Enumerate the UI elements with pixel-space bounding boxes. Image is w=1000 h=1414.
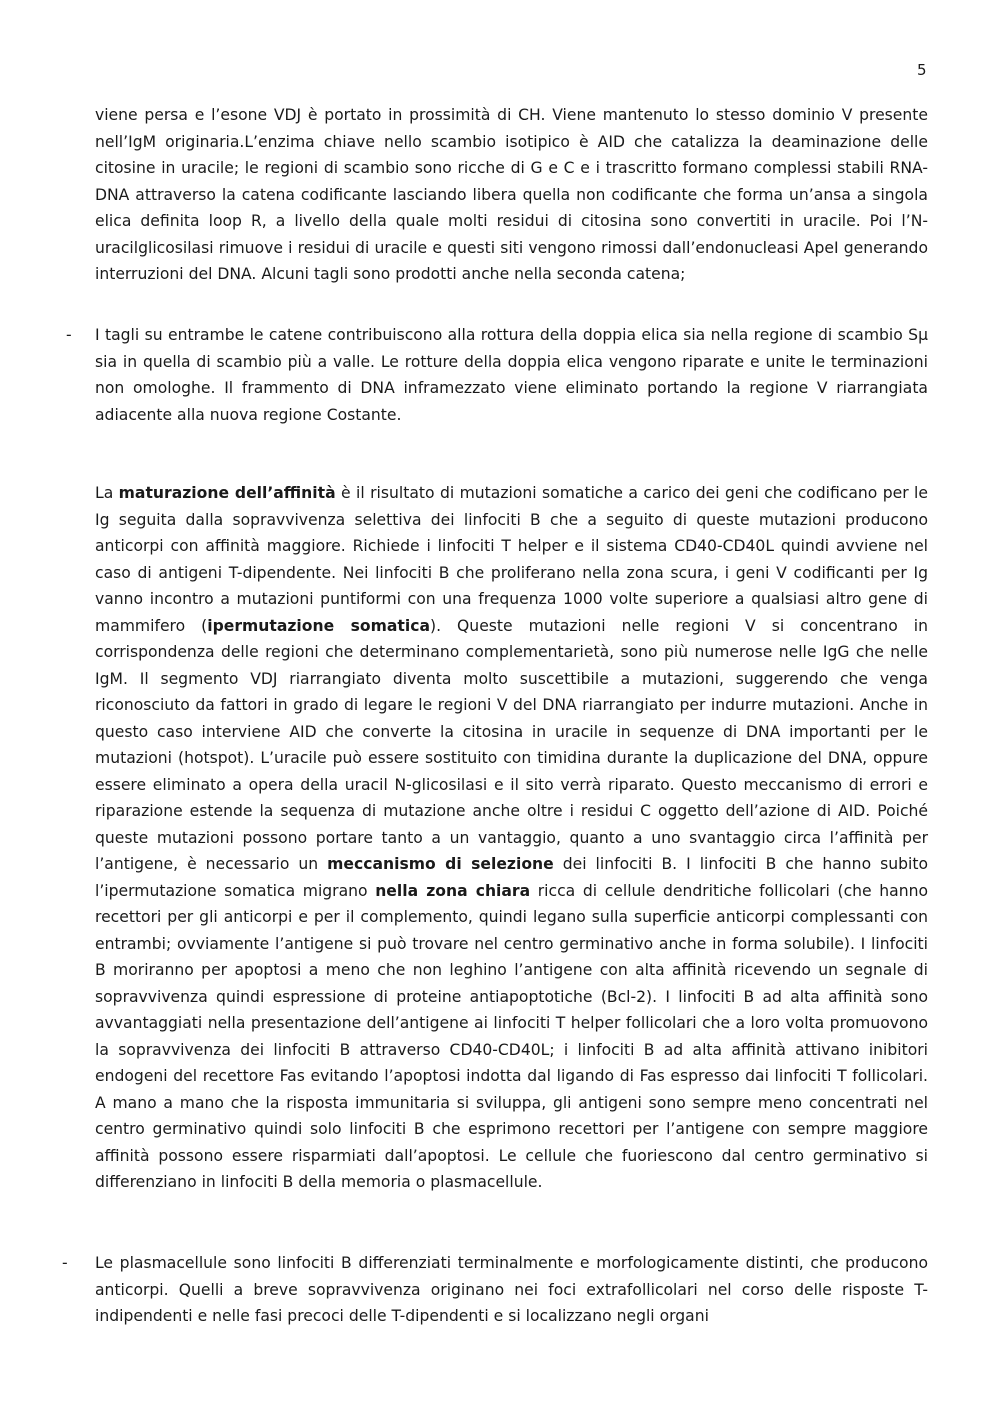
list-item-double-strand-break (95, 322, 928, 428)
text-run: ricca di cellule dendritiche follicolari (che hanno recettori per gli anticorpi e per il complemento, quindi legano sulla superficie anticorpi complessanti con entrambi; ovviamente l’antigene si può trovare nel centro germinativo anche in forma solubile). I linfociti B moriranno per apoptosi a meno che non leghino l’antigene con alta affinità ricevendo un segnale di sopravvivenza quindi espressione di proteine antiapoptotiche (Bcl-2). I linfociti B ad alta affinità sono avvantaggiati nella presentazione dell’antigene ai linfociti T helper follicolari che a loro volta promuovono la sopravvivenza dei linfociti B attraverso CD40-CD40L; i linfociti B ad alta affinità attivano inibitori endogeni del recettore Fas evitando l’apoptosi indotta dal ligando di Fas espresso dai linfociti T follicolari. A mano a mano che la risposta immunitaria si sviluppa, gli antigeni sono sempre meno concentrati nel centro germinativo quindi solo linfociti B che esprimono recettori per l’antigene con sempre maggiore affinità possono essere risparmiati dall’apoptosi. Le cellule che fuoriescono dal centro germinativo si differenziano in linfociti B della memoria o plasmacellule. (95, 881, 929, 1191)
bold-term-affinity-maturation: maturazione dell’affinità (118, 484, 336, 502)
list-item-plasma-cells (95, 1250, 928, 1330)
bold-term-selection-mechanism: meccanismo di selezione (327, 855, 554, 873)
bold-term-somatic-hypermutation: ipermutazione somatica (207, 616, 430, 635)
paragraph-text: viene persa e l’esone VDJ è portato in prossimità di CH. Viene mantenuto lo stesso dominio V presente nell’IgM originaria.L’enzima chiave nello scambio isotipico è AID che catalizza la deaminazione delle citosine in uracile; le regioni di scambio sono ricche di G e C e i trascritto formano complessi stabili RNA-DNA attraverso la catena codificante lasciando libera quella non codificante che forma un’ansa a singola elica definita loop R, a livello della quale molti residui di citosina sono convertiti in uracile. Poi l’N-uracilglicosilasi rimuove i residui di uracile e questi siti vengono rimossi dall’endonucleasi ApeI generando interruzioni del DNA. Alcuni tagli sono prodotti anche nella seconda catena; (95, 106, 928, 283)
list-item-text: Le plasmacellule sono linfociti B differenziati terminalmente e morfologicamente distinti, che producono anticorpi. Quelli a breve sopravvivenza originano nei foci extrafollicolari nel corso delle risposte T-indipendenti e nelle fasi precoci delle T-dipendenti e si localizzano negli organi (95, 1254, 928, 1325)
paragraph-affinity-maturation (95, 480, 928, 1196)
paragraph-text (95, 480, 928, 1196)
paragraph-class-switch-continued (95, 102, 928, 288)
text-run: La (95, 484, 119, 502)
list-bullet-dash: - (62, 1254, 68, 1272)
list-item-text: I tagli su entrambe le catene contribuiscono alla rottura della doppia elica sia nella regione di scambio Sμ sia in quella di scambio più a valle. Le rotture della doppia elica vengono riparate e unite le terminazioni non omologhe. Il frammento di DNA inframezzato viene eliminato portando la regione V riarrangiata adiacente alla nuova regione Costante. (95, 326, 928, 424)
text-run: dei linfociti B. I linfociti B che hanno subito l’ipermutazione somatica migrano (95, 855, 928, 900)
text-run: ). Queste mutazioni nelle regioni V si concentrano in corrispondenza delle regioni che determinano complementarietà, sono più numerose nelle IgG che nelle IgM. Il segmento VDJ riarrangiato diventa molto suscettibile a mutazioni, suggerendo che venga riconosciuto da fattori in grado di legare le regioni V del DNA riarrangiato per indurre mutazioni. Anche in questo caso interviene AID che converte la citosina in uracile in sequenze di DNA importanti per le mutazioni (hotspot). L’uracile può essere sostituito con timidina durante la duplicazione del DNA, oppure essere eliminato a opera della uracil N-glicosilasi e il sito verrà riparato. Questo meccanismo di errori e riparazione estende la sequenza di mutazione anche oltre i residui C oggetto dell’azione di AID. Poiché queste mutazioni possono portare tanto a un vantaggio, quanto a uno svantaggio circa l’affinità per l’antigene, è necessario un (95, 616, 928, 873)
list-bullet-dash: - (66, 326, 72, 344)
bold-term-light-zone: nella zona chiara (375, 881, 531, 900)
page-number: 5 (917, 61, 927, 79)
text-run: è il risultato di mutazioni somatiche a carico dei geni che codificano per le Ig seguita dalla sopravvivenza selettiva dei linfociti B che a seguito di queste mutazioni producono anticorpi con affinità maggiore. Richiede i linfociti T helper e il sistema CD40-CD40L quindi avviene nel caso di antigeni T-dipendente. Nei linfociti B che proliferano nella zona scura, i geni V codificanti per Ig vanno incontro a mutazioni puntiformi con una frequenza 1000 volte superiore a qualsiasi altro gene di mammifero ( (95, 484, 928, 635)
